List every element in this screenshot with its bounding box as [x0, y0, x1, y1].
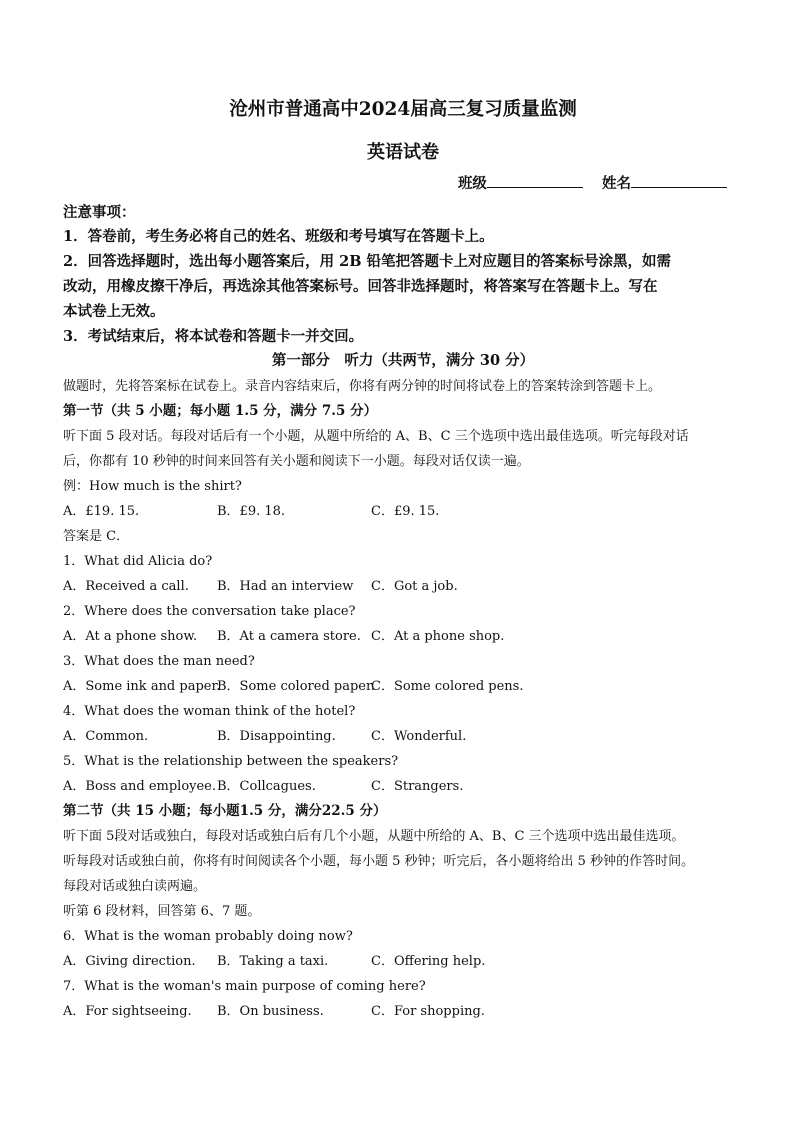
class-label: 班级	[457, 175, 487, 192]
notice-item-1: 1．答卷前，考生务必将自己的姓名、班级和考号填写在答题卡上。	[63, 228, 494, 245]
part1-intro: 做题时，先将答案标在试卷上。录音内容结束后，你将有两分钟的时间将试卷上的答案转涂到答题卡上。	[63, 379, 662, 394]
question-3: 3．What does the man need?	[63, 654, 255, 669]
question-2: 2．Where does the conversation take place?	[63, 604, 356, 619]
option-b: B．Some colored paper.	[217, 679, 375, 694]
option-c: C．Got a job.	[371, 579, 458, 594]
section2-heading: 第二节（共 15 小题；每小题1.5 分，满分22.5 分）	[63, 803, 387, 819]
option-b: B．Disappointing.	[217, 729, 336, 744]
notice-item-2-line-2: 改动，用橡皮擦干净后，再选涂其他答案标号。回答非选择题时，将答案写在答题卡上。写在	[63, 278, 658, 295]
question-4: 4．What does the woman think of the hotel?	[63, 704, 356, 719]
notice-item-2-line-1: 2．回答选择题时，选出每小题答案后，用 2B 铅笔把答题卡上对应题目的答案标号涂黑，如需	[63, 253, 672, 270]
option-c: C．For shopping.	[371, 1004, 485, 1019]
section2-intro-line-2: 听每段对话或独白前，你将有时间阅读各个小题，每小题 5 秒钟；听完后，各小题将给出 5 秒钟的作答时间。	[63, 854, 695, 869]
name-blank	[631, 173, 727, 188]
exam-subtitle: 英语试卷	[367, 142, 439, 163]
option-a: A．Giving direction.	[63, 954, 196, 969]
option-b: B．Had an interview	[217, 579, 354, 594]
option-b: B．On business.	[217, 1004, 324, 1019]
class-blank	[487, 173, 583, 188]
question-6: 6．What is the woman probably doing now?	[63, 929, 353, 944]
option-c: C．£9. 15.	[371, 504, 440, 519]
section1-intro-line-1: 听下面 5 段对话。每段对话后有一个小题，从题中所给的 A、B、C 三个选项中选出最佳选项。听完每段对话	[63, 429, 689, 444]
option-a: A．Boss and employee.	[63, 779, 217, 794]
question-5: 5．What is the relationship between the speakers?	[63, 754, 399, 769]
question-1: 1．What did Alicia do?	[63, 554, 213, 569]
option-a: A．Some ink and paper.	[63, 679, 221, 694]
notice-heading: 注意事项：	[63, 204, 136, 221]
option-c: C．Wonderful.	[371, 729, 467, 744]
section2-intro-line-3: 每段对话或独白读两遍。	[63, 879, 207, 894]
option-a: A．£19. 15.	[63, 504, 140, 519]
section1-heading: 第一节（共 5 小题；每小题 1.5 分，满分 7.5 分）	[63, 403, 378, 419]
section1-intro-line-2: 后，你都有 10 秒钟的时间来回答有关小题和阅读下一小题。每段对话仅读一遍。	[63, 454, 530, 469]
option-c: C．Offering help.	[371, 954, 486, 969]
option-a: A．For sightseeing.	[63, 1004, 192, 1019]
question-7: 7．What is the woman's main purpose of coming here?	[63, 979, 426, 994]
example-answer: 答案是 C．	[63, 529, 130, 544]
option-a: A．At a phone show.	[63, 629, 198, 644]
part1-heading: 第一部分 听力（共两节，满分 30 分）	[271, 352, 535, 369]
notice-item-3: 3．考试结束后，将本试卷和答题卡一并交回。	[63, 328, 364, 345]
option-c: C．Strangers.	[371, 779, 464, 794]
option-a: A．Common.	[63, 729, 149, 744]
material-6-instruction: 听第 6 段材料，回答第 6、7 题。	[63, 904, 261, 919]
option-c: C．Some colored pens.	[371, 679, 524, 694]
exam-title: 沧州市普通高中2024届高三复习质量监测	[229, 99, 577, 120]
option-b: B．At a camera store.	[217, 629, 361, 644]
option-c: C．At a phone shop.	[371, 629, 505, 644]
notice-item-2-line-3: 本试卷上无效。	[63, 303, 165, 320]
example-question: 例：How much is the shirt?	[63, 479, 242, 494]
section2-intro-line-1: 听下面 5段对话或独白，每段对话或独白后有几个小题，从题中所给的 A、B、C 三个选项中选出最佳选项。	[63, 829, 685, 844]
option-a: A．Received a call.	[63, 579, 189, 594]
option-b: B．Taking a taxi.	[217, 954, 329, 969]
student-info	[458, 172, 727, 193]
option-b: B．Collcagues.	[217, 779, 316, 794]
name-label: 姓名	[602, 175, 631, 192]
option-b: B．£9. 18.	[217, 504, 286, 519]
